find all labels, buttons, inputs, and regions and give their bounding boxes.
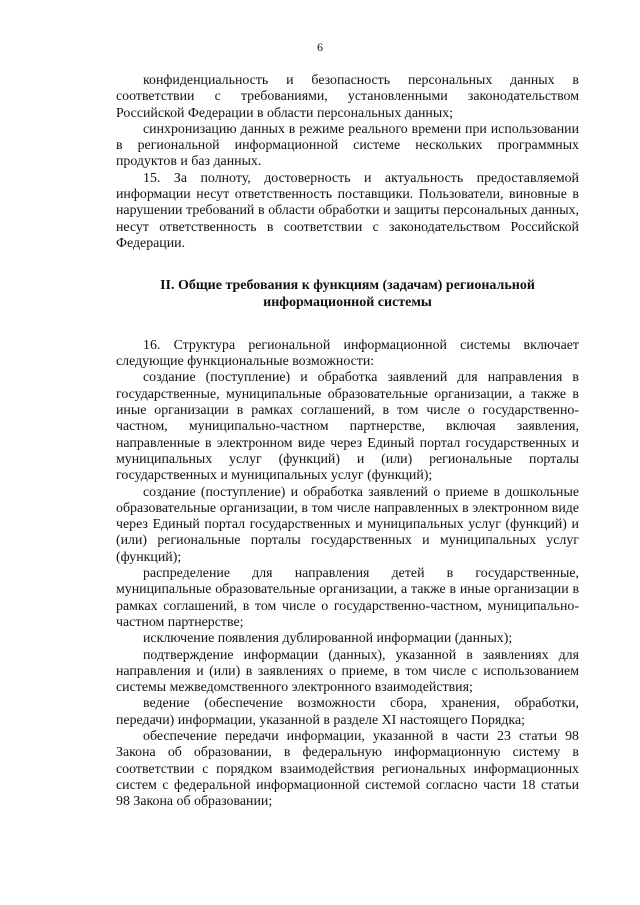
paragraph: распределение для направления детей в государственные, муниципальные образовательные организации, а также в иные организации в рамках соглашений, в том числе о государственно-частном, муниципально-частном партнерстве; <box>116 566 579 630</box>
document-body <box>116 73 579 810</box>
paragraph: конфиденциальность и безопасность персональных данных в соответствии с требованиями, установленными законодательством Российской Федерации в области персональных данных; <box>116 73 579 121</box>
section-heading <box>116 278 579 311</box>
paragraph: исключение появления дублированной информации (данных); <box>143 631 513 647</box>
page-number: 6 <box>317 40 323 54</box>
paragraph: обеспечение передачи информации, указанной в части 23 статьи 98 Закона об образовании, в федеральную информационную систему в соответствии с порядком взаимодействия региональных информационных систем с федеральной информационной системой согласно части 18 статьи 98 Закона об образовании; <box>116 728 579 810</box>
section-heading-line: II. Общие требования к функциям (задачам) региональной <box>160 278 535 294</box>
paragraph: создание (поступление) и обработка заявлений для направления в государственные, муниципальные образовательные организации, а также в иные организации в рамках соглашений, в том числе о государственно-частном, муниципально-частном партнерстве, включая заявления, направленные в электронном виде через Единый портал государственных и муниципальных услуг (функций) и (или) региональные порталы государственных и муниципальных услуг (функций); <box>116 370 579 484</box>
paragraph: создание (поступление) и обработка заявлений о приеме в дошкольные образовательные организации, в том числе направленных в электронном виде через Единый портал государственных и муниципальных услуг (функций) и (или) региональные порталы государственных и муниципальных услуг (функций); <box>116 484 579 565</box>
paragraph: подтверждение информации (данных), указанной в заявлениях для направления и (или) в заявлениях о приеме, в том числе с использованием системы межведомственного электронного взаимодействия; <box>116 647 579 696</box>
paragraph: ведение (обеспечение возможности сбора, хранения, обработки, передачи) информации, указанной в разделе XI настоящего Порядка; <box>116 696 579 728</box>
paragraph: синхронизацию данных в режиме реального времени при использовании в региональной информационной системе нескольких программных продуктов и баз данных. <box>116 121 579 170</box>
paragraph: 16. Структура региональной информационной системы включает следующие функциональные возможности: <box>116 337 579 370</box>
paragraph: 15. За полноту, достоверность и актуальность предоставляемой информации несут ответственность поставщики. Пользователи, виновные в нарушении требований в области обработки и защиты персональных данных, несут ответственность в соответствии с законодательством Российской Федерации. <box>116 170 579 251</box>
section-heading-line: информационной системы <box>263 294 432 310</box>
